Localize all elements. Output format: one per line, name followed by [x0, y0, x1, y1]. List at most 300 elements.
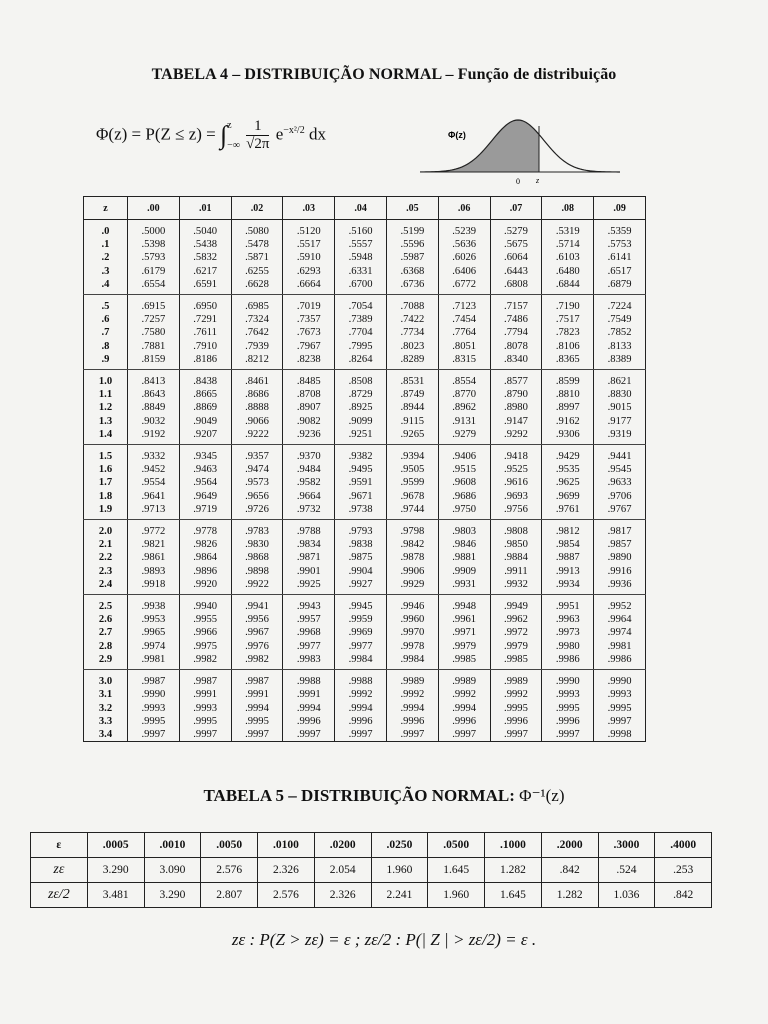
probability-cell: .8413: [128, 370, 180, 389]
probability-cell: .9986: [594, 653, 646, 670]
probability-cell: .8365: [542, 353, 594, 370]
probability-cell: .5675: [490, 238, 542, 251]
probability-cell: .8485: [283, 370, 335, 389]
z-value-cell: 2.0: [84, 520, 128, 539]
z-value-cell: 3.3: [84, 715, 128, 728]
table-row: [84, 463, 646, 476]
probability-cell: .5080: [231, 220, 283, 239]
probability-cell: .9896: [179, 565, 231, 578]
probability-cell: .5557: [335, 238, 387, 251]
probability-cell: .5948: [335, 251, 387, 264]
probability-cell: .8888: [231, 401, 283, 414]
probability-cell: .5517: [283, 238, 335, 251]
probability-cell: .6844: [542, 278, 594, 295]
probability-cell: .8438: [179, 370, 231, 389]
probability-cell: .5478: [231, 238, 283, 251]
probability-cell: .9962: [490, 613, 542, 626]
probability-cell: .5000: [128, 220, 180, 239]
probability-cell: .9990: [542, 670, 594, 689]
probability-cell: .9967: [231, 626, 283, 639]
probability-cell: .9838: [335, 538, 387, 551]
table4-header-col: .01: [179, 197, 231, 220]
probability-cell: .6480: [542, 265, 594, 278]
probability-cell: .9904: [335, 565, 387, 578]
probability-cell: .9995: [231, 715, 283, 728]
z-value-cell: 1.5: [84, 445, 128, 464]
table-row: [84, 265, 646, 278]
probability-cell: .9826: [179, 538, 231, 551]
probability-cell: .8461: [231, 370, 283, 389]
quantile-cell: 2.241: [371, 883, 428, 908]
probability-cell: .9993: [179, 702, 231, 715]
probability-cell: .9996: [490, 715, 542, 728]
probability-cell: .7939: [231, 340, 283, 353]
table-row: [84, 251, 646, 264]
probability-cell: .7190: [542, 295, 594, 314]
z-value-cell: 2.3: [84, 565, 128, 578]
quantile-cell: 1.960: [428, 883, 485, 908]
quantile-cell: 2.576: [201, 858, 258, 883]
probability-cell: .9988: [335, 670, 387, 689]
z-value-cell: 3.1: [84, 688, 128, 701]
table5-header-row: [31, 833, 712, 858]
probability-cell: .5239: [438, 220, 490, 239]
probability-cell: .9357: [231, 445, 283, 464]
probability-cell: .9554: [128, 476, 180, 489]
z-value-cell: 2.6: [84, 613, 128, 626]
table5: [30, 832, 712, 908]
probability-cell: .9821: [128, 538, 180, 551]
probability-cell: .9545: [594, 463, 646, 476]
table-row: [84, 401, 646, 414]
probability-cell: .9961: [438, 613, 490, 626]
probability-cell: .7123: [438, 295, 490, 314]
probability-cell: .9463: [179, 463, 231, 476]
probability-cell: .9941: [231, 595, 283, 614]
probability-cell: .6026: [438, 251, 490, 264]
probability-cell: .9099: [335, 415, 387, 428]
table-row: [84, 428, 646, 445]
probability-cell: .6628: [231, 278, 283, 295]
probability-cell: .9988: [283, 670, 335, 689]
probability-cell: .8643: [128, 388, 180, 401]
probability-cell: .5636: [438, 238, 490, 251]
probability-cell: .9979: [490, 640, 542, 653]
probability-cell: .9778: [179, 520, 231, 539]
probability-cell: .9871: [283, 551, 335, 564]
probability-cell: .8869: [179, 401, 231, 414]
probability-cell: .9015: [594, 401, 646, 414]
formula-dx: dx: [308, 124, 326, 144]
table5-header-col: .0050: [201, 833, 258, 858]
probability-cell: .9993: [128, 702, 180, 715]
table-row: [84, 278, 646, 295]
probability-cell: .9997: [542, 728, 594, 742]
z-value-cell: .7: [84, 326, 128, 339]
probability-cell: .9857: [594, 538, 646, 551]
quantile-cell: .842: [541, 858, 598, 883]
probability-cell: .6950: [179, 295, 231, 314]
formula-lhs: Φ(z) = P(Z ≤ z) =: [96, 124, 216, 144]
z-value-cell: 1.1: [84, 388, 128, 401]
quantile-cell: 2.576: [258, 883, 315, 908]
probability-cell: .7257: [128, 313, 180, 326]
probability-cell: .9082: [283, 415, 335, 428]
probability-cell: .9997: [128, 728, 180, 742]
probability-cell: .5714: [542, 238, 594, 251]
probability-cell: .9726: [231, 503, 283, 520]
probability-cell: .8907: [283, 401, 335, 414]
probability-cell: .9817: [594, 520, 646, 539]
probability-cell: .9788: [283, 520, 335, 539]
probability-cell: .9898: [231, 565, 283, 578]
probability-cell: .8980: [490, 401, 542, 414]
probability-cell: .9406: [438, 445, 490, 464]
quantile-cell: 3.290: [87, 858, 144, 883]
probability-cell: .9306: [542, 428, 594, 445]
table5-header-col: .0100: [258, 833, 315, 858]
table5-header-col: .0500: [428, 833, 485, 858]
probability-cell: .8159: [128, 353, 180, 370]
probability-cell: .9909: [438, 565, 490, 578]
probability-cell: .8186: [179, 353, 231, 370]
probability-cell: .7389: [335, 313, 387, 326]
z-value-cell: 2.1: [84, 538, 128, 551]
probability-cell: .8708: [283, 388, 335, 401]
probability-cell: .9940: [179, 595, 231, 614]
probability-cell: .9990: [128, 688, 180, 701]
z-value-cell: 3.4: [84, 728, 128, 742]
probability-cell: .9332: [128, 445, 180, 464]
table-row: [84, 626, 646, 639]
probability-cell: .8962: [438, 401, 490, 414]
probability-cell: .9956: [231, 613, 283, 626]
probability-cell: .9918: [128, 578, 180, 595]
probability-cell: .9750: [438, 503, 490, 520]
probability-cell: .9066: [231, 415, 283, 428]
probability-cell: .9957: [283, 613, 335, 626]
probability-cell: .9965: [128, 626, 180, 639]
probability-cell: .9974: [128, 640, 180, 653]
table5-header-col: .1000: [485, 833, 542, 858]
table-row: [84, 702, 646, 715]
probability-cell: .9265: [386, 428, 438, 445]
probability-cell: .9319: [594, 428, 646, 445]
probability-cell: .9846: [438, 538, 490, 551]
z-value-cell: 2.9: [84, 653, 128, 670]
probability-cell: .9993: [542, 688, 594, 701]
table-row: [84, 370, 646, 389]
probability-cell: .6591: [179, 278, 231, 295]
probability-cell: .5359: [594, 220, 646, 239]
z-value-cell: .9: [84, 353, 128, 370]
probability-cell: .9986: [542, 653, 594, 670]
integral-upper: z: [227, 119, 232, 131]
probability-cell: .9984: [386, 653, 438, 670]
table-row: [84, 578, 646, 595]
probability-cell: .9964: [594, 613, 646, 626]
probability-cell: .9985: [438, 653, 490, 670]
probability-cell: .9641: [128, 490, 180, 503]
table-row: [84, 353, 646, 370]
probability-cell: .9649: [179, 490, 231, 503]
probability-cell: .9951: [542, 595, 594, 614]
probability-cell: .6179: [128, 265, 180, 278]
exp-power: −x²/2: [283, 124, 305, 136]
probability-cell: .7704: [335, 326, 387, 339]
table-row: [84, 640, 646, 653]
probability-cell: .8133: [594, 340, 646, 353]
probability-cell: .9997: [179, 728, 231, 742]
probability-cell: .9998: [594, 728, 646, 742]
table-row: [84, 688, 646, 701]
probability-cell: .8315: [438, 353, 490, 370]
probability-cell: .9971: [438, 626, 490, 639]
table-row: [84, 476, 646, 489]
probability-cell: .9934: [542, 578, 594, 595]
probability-cell: .9955: [179, 613, 231, 626]
probability-cell: .6700: [335, 278, 387, 295]
probability-cell: .7486: [490, 313, 542, 326]
z-value-cell: 1.8: [84, 490, 128, 503]
fraction: [246, 118, 269, 153]
probability-cell: .9976: [231, 640, 283, 653]
probability-cell: .9599: [386, 476, 438, 489]
probability-cell: .9812: [542, 520, 594, 539]
quantile-cell: 2.326: [258, 858, 315, 883]
probability-cell: .7823: [542, 326, 594, 339]
curve-shaded-area: [420, 120, 539, 172]
probability-cell: .9147: [490, 415, 542, 428]
probability-cell: .9993: [594, 688, 646, 701]
probability-cell: .9984: [335, 653, 387, 670]
table5-title: [0, 786, 768, 806]
probability-cell: .9938: [128, 595, 180, 614]
probability-cell: .8023: [386, 340, 438, 353]
probability-cell: .8508: [335, 370, 387, 389]
table-row: [84, 388, 646, 401]
z-value-cell: 1.9: [84, 503, 128, 520]
probability-cell: .9783: [231, 520, 283, 539]
probability-cell: .6554: [128, 278, 180, 295]
quantile-cell: 1.645: [485, 883, 542, 908]
probability-cell: .7088: [386, 295, 438, 314]
probability-cell: .9997: [490, 728, 542, 742]
probability-cell: .9980: [542, 640, 594, 653]
table-row: [84, 670, 646, 689]
probability-cell: .6293: [283, 265, 335, 278]
probability-cell: .7224: [594, 295, 646, 314]
probability-cell: .6255: [231, 265, 283, 278]
probability-cell: .9864: [179, 551, 231, 564]
probability-cell: .9995: [128, 715, 180, 728]
probability-cell: .9927: [335, 578, 387, 595]
table-row: [84, 220, 646, 239]
probability-cell: .9996: [335, 715, 387, 728]
probability-cell: .8849: [128, 401, 180, 414]
quantile-cell: 1.645: [428, 858, 485, 883]
probability-cell: .5398: [128, 238, 180, 251]
probability-cell: .7357: [283, 313, 335, 326]
table-row: [84, 595, 646, 614]
probability-cell: .9573: [231, 476, 283, 489]
probability-cell: .8577: [490, 370, 542, 389]
table4-header-z: z: [84, 197, 128, 220]
probability-cell: .9995: [179, 715, 231, 728]
probability-cell: .6985: [231, 295, 283, 314]
probability-cell: .9981: [128, 653, 180, 670]
z-value-cell: 1.0: [84, 370, 128, 389]
z-value-cell: .5: [84, 295, 128, 314]
probability-cell: .9382: [335, 445, 387, 464]
probability-cell: .9931: [438, 578, 490, 595]
table-row: [31, 883, 712, 908]
probability-cell: .8944: [386, 401, 438, 414]
probability-cell: .7517: [542, 313, 594, 326]
probability-cell: .9656: [231, 490, 283, 503]
probability-cell: .6331: [335, 265, 387, 278]
probability-cell: .9495: [335, 463, 387, 476]
table4: [83, 196, 646, 742]
exp-base: e: [275, 124, 284, 144]
probability-cell: .9878: [386, 551, 438, 564]
probability-cell: .9664: [283, 490, 335, 503]
probability-cell: .9987: [128, 670, 180, 689]
probability-cell: .9875: [335, 551, 387, 564]
probability-cell: .7967: [283, 340, 335, 353]
table-row: [84, 551, 646, 564]
table-row: [84, 520, 646, 539]
table-row: [84, 415, 646, 428]
probability-cell: .9996: [386, 715, 438, 728]
probability-cell: .6879: [594, 278, 646, 295]
probability-cell: .9989: [438, 670, 490, 689]
probability-cell: .5199: [386, 220, 438, 239]
probability-cell: .9929: [386, 578, 438, 595]
probability-cell: .9992: [490, 688, 542, 701]
probability-cell: .9959: [335, 613, 387, 626]
probability-cell: .8729: [335, 388, 387, 401]
probability-cell: .6772: [438, 278, 490, 295]
probability-cell: .8340: [490, 353, 542, 370]
probability-cell: .9981: [594, 640, 646, 653]
table4-header-col: .02: [231, 197, 283, 220]
fraction-numerator: 1: [246, 118, 269, 136]
probability-cell: .9177: [594, 415, 646, 428]
fraction-denominator: √2π: [246, 136, 270, 152]
probability-cell: .9966: [179, 626, 231, 639]
probability-cell: .9994: [231, 702, 283, 715]
probability-cell: .9960: [386, 613, 438, 626]
probability-cell: .9893: [128, 565, 180, 578]
probability-cell: .9861: [128, 551, 180, 564]
probability-cell: .9973: [542, 626, 594, 639]
probability-cell: .8621: [594, 370, 646, 389]
probability-cell: .9292: [490, 428, 542, 445]
probability-cell: .9474: [231, 463, 283, 476]
quantile-cell: 2.054: [314, 858, 371, 883]
probability-cell: .9932: [490, 578, 542, 595]
probability-cell: .5120: [283, 220, 335, 239]
probability-cell: .7157: [490, 295, 542, 314]
probability-cell: .9842: [386, 538, 438, 551]
probability-cell: .8289: [386, 353, 438, 370]
probability-cell: .9996: [438, 715, 490, 728]
probability-cell: .9591: [335, 476, 387, 489]
z-value-cell: 1.4: [84, 428, 128, 445]
table5-header-col: .0010: [144, 833, 201, 858]
z-value-cell: .3: [84, 265, 128, 278]
quantile-cell: 3.090: [144, 858, 201, 883]
table-row: [84, 326, 646, 339]
probability-cell: .7642: [231, 326, 283, 339]
probability-cell: .7054: [335, 295, 387, 314]
probability-cell: .9370: [283, 445, 335, 464]
probability-cell: .9997: [231, 728, 283, 742]
probability-cell: .9505: [386, 463, 438, 476]
probability-cell: .9994: [438, 702, 490, 715]
probability-cell: .8531: [386, 370, 438, 389]
quantile-cell: 1.282: [485, 858, 542, 883]
probability-cell: .9920: [179, 578, 231, 595]
probability-cell: .8925: [335, 401, 387, 414]
z-value-cell: .6: [84, 313, 128, 326]
probability-cell: .9974: [594, 626, 646, 639]
probability-cell: .7794: [490, 326, 542, 339]
table-row: [84, 728, 646, 742]
z-value-cell: 2.5: [84, 595, 128, 614]
probability-cell: .9916: [594, 565, 646, 578]
probability-cell: .6064: [490, 251, 542, 264]
quantile-cell: 2.326: [314, 883, 371, 908]
probability-cell: .8599: [542, 370, 594, 389]
probability-cell: .9881: [438, 551, 490, 564]
probability-cell: .9049: [179, 415, 231, 428]
probability-cell: .8212: [231, 353, 283, 370]
table-row: [84, 503, 646, 520]
probability-cell: .9830: [231, 538, 283, 551]
probability-cell: .8749: [386, 388, 438, 401]
probability-cell: .9429: [542, 445, 594, 464]
probability-cell: .6808: [490, 278, 542, 295]
probability-cell: .9564: [179, 476, 231, 489]
probability-cell: .6103: [542, 251, 594, 264]
table-row: [84, 490, 646, 503]
table5-title-symbol: Φ⁻¹(z): [519, 786, 565, 805]
table4-header-col: .08: [542, 197, 594, 220]
table4-header-row: [84, 197, 646, 220]
quantile-cell: .842: [655, 883, 712, 908]
probability-cell: .9901: [283, 565, 335, 578]
probability-cell: .9678: [386, 490, 438, 503]
probability-cell: .9418: [490, 445, 542, 464]
probability-cell: .9963: [542, 613, 594, 626]
probability-cell: .9803: [438, 520, 490, 539]
probability-cell: .9997: [335, 728, 387, 742]
quantile-cell: 3.290: [144, 883, 201, 908]
probability-cell: .9515: [438, 463, 490, 476]
probability-cell: .9394: [386, 445, 438, 464]
curve-axis-z: z: [536, 176, 540, 185]
probability-cell: .9207: [179, 428, 231, 445]
table4-title: TABELA 4 – DISTRIBUIÇÃO NORMAL – Função de distribuição: [151, 66, 617, 83]
cdf-formula: [96, 118, 326, 153]
probability-cell: .9798: [386, 520, 438, 539]
probability-cell: .7881: [128, 340, 180, 353]
probability-cell: .6736: [386, 278, 438, 295]
probability-cell: .8810: [542, 388, 594, 401]
probability-cell: .9890: [594, 551, 646, 564]
